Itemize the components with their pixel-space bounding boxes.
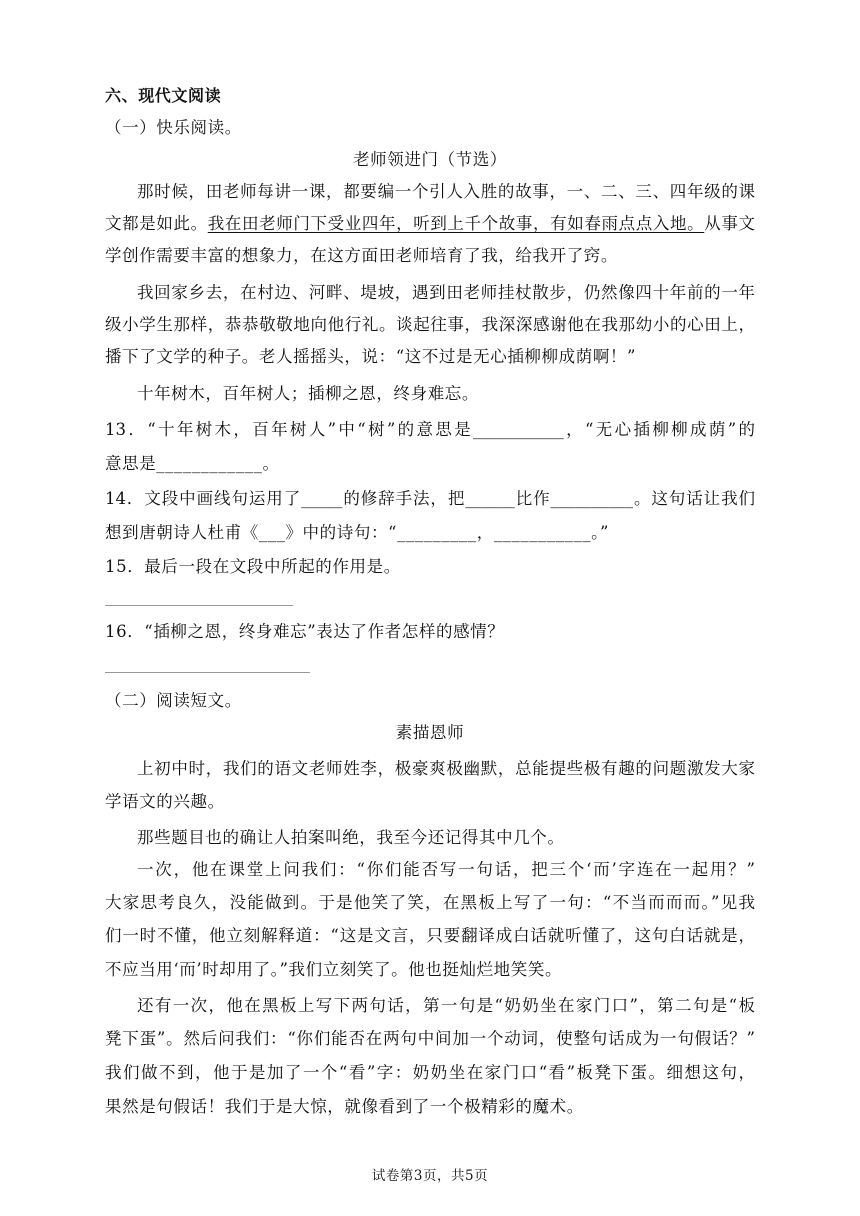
question-14-line1: 14．文段中画线句运用了_____的修辞手法，把______比作__________。这句话让我们 <box>105 489 755 508</box>
passage1-title: 老师领进门（节选） <box>353 150 507 169</box>
passage2-p4-line2: 凳下蛋”。然后问我们：“你们能否在两句中间加一个动词，使整句话成为一句假话？” <box>105 1029 755 1048</box>
passage1-p2-line1: 我回家乡去，在村边、河畔、堤坡，遇到田老师挂杖散步，仍然像四十年前的一年 <box>137 283 755 302</box>
passage1-p1-line3: 学创作需要丰富的想象力，在这方面田老师培育了我，给我开了窍。 <box>105 246 618 265</box>
passage2-p1-line1: 上初中时，我们的语文老师姓李，极豪爽极幽默，总能提些极有趣的问题激发大家 <box>137 759 755 778</box>
question-16: 16．“插柳之恩，终身难忘”表达了作者怎样的感情？ <box>105 622 505 641</box>
section-heading: 六、现代文阅读 <box>105 86 222 105</box>
passage2-p3-line3: 们一时不懂，他立刻解释道：“这是文言，只要翻译成白话就听懂了，这句白话就是， <box>105 926 755 945</box>
passage2-p3-line4: 不应当用‘而’时却用了。”我们立刻笑了。他也挺灿烂地笑笑。 <box>105 960 563 979</box>
passage2-p4-line3: 我们做不到，他于是加了一个“看”字：奶奶坐在家门口“看”板凳下蛋。细想这句， <box>105 1063 755 1082</box>
passage2-p3-line2: 大家思考良久，没能做到。于是他笑了笑，在黑板上写了一句：“不当而而而。”见我 <box>105 893 755 912</box>
question-13-line2: 意思是____________。 <box>105 454 280 473</box>
passage2-p1-line2: 学语文的兴趣。 <box>105 792 225 811</box>
passage1-p2-line3: 播下了文学的种子。老人摇摇头，说：“这不过是无心插柳柳成荫啊！” <box>105 347 637 366</box>
text-segment: 文都是如此。 <box>105 214 208 233</box>
question-13-line1: 13．“十年树木，百年树人”中“树”的意思是___________，“无心插柳柳成荫”的 <box>105 420 755 439</box>
part1-label: （一）快乐阅读。 <box>105 118 242 137</box>
page-footer: 试卷第3页，共5页 <box>371 1168 489 1184</box>
passage2-p4-line1: 还有一次，他在黑板上写下两句话，第一句是“奶奶坐在家门口”，第二句是“板 <box>137 996 755 1015</box>
answer-line-16 <box>105 672 310 673</box>
part2-label: （二）阅读短文。 <box>105 691 242 710</box>
text-segment: 从事文 <box>704 214 756 233</box>
passage1-p1-line2 <box>105 214 755 234</box>
passage2-p2: 那些题目也的确让人拍案叫绝，我至今还记得其中几个。 <box>137 828 565 847</box>
passage2-p3-line1: 一次，他在课堂上问我们：“你们能否写一句话，把三个‘而’字连在一起用？” <box>137 860 755 879</box>
question-15: 15．最后一段在文段中所起的作用是。 <box>105 557 401 576</box>
passage1-p2-line2: 级小学生那样，恭恭敬敬地向他行礼。谈起往事，我深深感谢他在我那幼小的心田上， <box>105 315 755 334</box>
question-14-line2: 想到唐朝诗人杜甫《___》中的诗句：“_________，___________。” <box>105 523 610 542</box>
passage1-p3: 十年树木，百年树人；插柳之恩，终身难忘。 <box>137 384 479 403</box>
answer-line-15 <box>105 605 293 606</box>
passage1-p1-line1: 那时候，田老师每讲一课，都要编一个引人入胜的故事，一、二、三、四年级的课 <box>137 182 755 201</box>
passage2-title: 素描恩师 <box>395 723 465 742</box>
passage2-p4-line4: 果然是句假话！我们于是大惊，就像看到了一个极精彩的魔术。 <box>105 1097 584 1116</box>
underlined-sentence: 我在田老师门下受业四年，听到上千个故事，有如春雨点点入地。 <box>207 214 705 233</box>
